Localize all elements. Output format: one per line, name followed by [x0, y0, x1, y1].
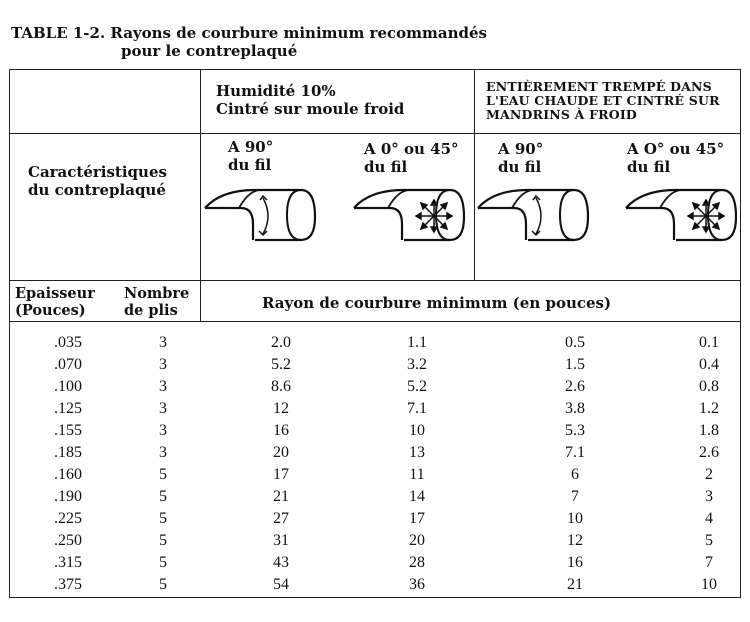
cell-hot-0-45: 0.1: [699, 334, 719, 351]
cell-hot-0-45: 1.8: [699, 422, 719, 439]
cell-hot-90: 10: [567, 510, 583, 527]
cell-hot-0-45: 0.4: [699, 356, 719, 373]
cell-cold-90: 31: [273, 532, 289, 549]
cell-hot-0-45: 7: [705, 554, 713, 571]
cell-hot-90: 16: [567, 554, 583, 571]
cell-plies: 5: [159, 466, 167, 483]
cell-plies: 3: [159, 400, 167, 417]
cell-plies: 5: [159, 554, 167, 571]
cell-hot-90: 3.8: [565, 400, 585, 417]
cell-cold-0-45: 17: [409, 510, 425, 527]
group-header-hot-water: ENTIÈREMENT TREMPÉ DANS L'EAU CHAUDE ET CINTRÉ SUR MANDRINS À FROID: [486, 79, 720, 122]
cell-hot-90: 2.6: [565, 378, 585, 395]
cell-cold-0-45: 3.2: [407, 356, 427, 373]
cell-cold-90: 17: [273, 466, 289, 483]
table-row: [9, 530, 741, 552]
cell-hot-0-45: 0.8: [699, 378, 719, 395]
cell-cold-0-45: 10: [409, 422, 425, 439]
grid-line-icons-bottom: [9, 280, 741, 281]
cell-hot-90: 21: [567, 576, 583, 593]
cell-thickness: .100: [54, 378, 82, 395]
cell-cold-0-45: 14: [409, 488, 425, 505]
cell-cold-90: 20: [273, 444, 289, 461]
cell-thickness: .070: [54, 356, 82, 373]
table-row: [9, 398, 741, 420]
grid-line-header-bottom: [9, 321, 741, 322]
cell-cold-90: 5.2: [271, 356, 291, 373]
cell-cold-0-45: 20: [409, 532, 425, 549]
table-row: [9, 376, 741, 398]
cell-hot-90: 1.5: [565, 356, 585, 373]
cell-hot-90: 12: [567, 532, 583, 549]
cell-cold-0-45: 5.2: [407, 378, 427, 395]
cell-cold-90: 12: [273, 400, 289, 417]
table-row: [9, 464, 741, 486]
angle-header-hot-90: A 90° du fil: [498, 140, 544, 176]
grid-line-plies: [200, 280, 201, 321]
grid-line-header-top: [9, 133, 741, 134]
cell-cold-0-45: 11: [409, 466, 425, 483]
cell-cold-90: 21: [273, 488, 289, 505]
cell-thickness: .250: [54, 532, 82, 549]
cell-plies: 3: [159, 444, 167, 461]
cell-thickness: .185: [54, 444, 82, 461]
cell-cold-90: 8.6: [271, 378, 291, 395]
cell-plies: 3: [159, 334, 167, 351]
table-title-line1: TABLE 1-2. Rayons de courbure minimum recommandés: [11, 24, 487, 42]
cell-plies: 5: [159, 576, 167, 593]
cell-cold-90: 16: [273, 422, 289, 439]
cell-hot-0-45: 2.6: [699, 444, 719, 461]
cell-cold-90: 27: [273, 510, 289, 527]
cell-cold-0-45: 7.1: [407, 400, 427, 417]
bend-multi-direction-icon: [352, 182, 467, 244]
table-row: [9, 574, 741, 596]
cell-cold-90: 2.0: [271, 334, 291, 351]
table-title: [11, 24, 487, 60]
cell-hot-90: 5.3: [565, 422, 585, 439]
cell-hot-0-45: 2: [705, 466, 713, 483]
cell-cold-90: 54: [273, 576, 289, 593]
table-row: [9, 442, 741, 464]
bend-across-grain-icon: [203, 182, 318, 244]
cell-plies: 5: [159, 488, 167, 505]
cell-thickness: .190: [54, 488, 82, 505]
grid-line-characteristics: [200, 69, 201, 281]
cell-thickness: .315: [54, 554, 82, 571]
cell-hot-90: 7: [571, 488, 579, 505]
table-row: [9, 420, 741, 442]
bend-across-grain-icon: [476, 182, 591, 244]
cell-plies: 5: [159, 532, 167, 549]
cell-plies: 5: [159, 510, 167, 527]
cell-hot-0-45: 1.2: [699, 400, 719, 417]
table-title-line2: pour le contreplaqué: [121, 42, 298, 60]
cell-hot-0-45: 3: [705, 488, 713, 505]
cell-cold-90: 43: [273, 554, 289, 571]
cell-hot-0-45: 5: [705, 532, 713, 549]
column-header-thickness: Epaisseur (Pouces): [15, 285, 95, 319]
cell-cold-0-45: 1.1: [407, 334, 427, 351]
cell-thickness: .160: [54, 466, 82, 483]
cell-thickness: .155: [54, 422, 82, 439]
table-row: [9, 354, 741, 376]
angle-header-cold-90: A 90° du fil: [228, 138, 274, 174]
cell-thickness: .035: [54, 334, 82, 351]
cell-cold-0-45: 13: [409, 444, 425, 461]
cell-plies: 3: [159, 356, 167, 373]
characteristics-label: Caractéristiques du contreplaqué: [28, 163, 167, 199]
table-row: [9, 508, 741, 530]
cell-hot-0-45: 10: [701, 576, 717, 593]
cell-plies: 3: [159, 378, 167, 395]
cell-thickness: .225: [54, 510, 82, 527]
cell-hot-0-45: 4: [705, 510, 713, 527]
cell-hot-90: 0.5: [565, 334, 585, 351]
table-row: [9, 486, 741, 508]
cell-plies: 3: [159, 422, 167, 439]
table-row: [9, 552, 741, 574]
column-header-plies: Nombre de plis: [124, 285, 190, 319]
cell-hot-90: 7.1: [565, 444, 585, 461]
column-header-radius: Rayon de courbure minimum (en pouces): [262, 294, 612, 312]
bend-multi-direction-icon: [624, 182, 739, 244]
cell-cold-0-45: 28: [409, 554, 425, 571]
cell-thickness: .375: [54, 576, 82, 593]
group-header-cold-mold: Humidité 10% Cintré sur moule froid: [216, 82, 405, 118]
grid-line-group-divider: [474, 69, 475, 281]
cell-cold-0-45: 36: [409, 576, 425, 593]
angle-header-cold-0-45: A 0° ou 45° du fil: [364, 140, 459, 176]
angle-header-hot-0-45: A O° ou 45° du fil: [627, 140, 725, 176]
cell-hot-90: 6: [571, 466, 579, 483]
table-row: [9, 332, 741, 354]
cell-thickness: .125: [54, 400, 82, 417]
